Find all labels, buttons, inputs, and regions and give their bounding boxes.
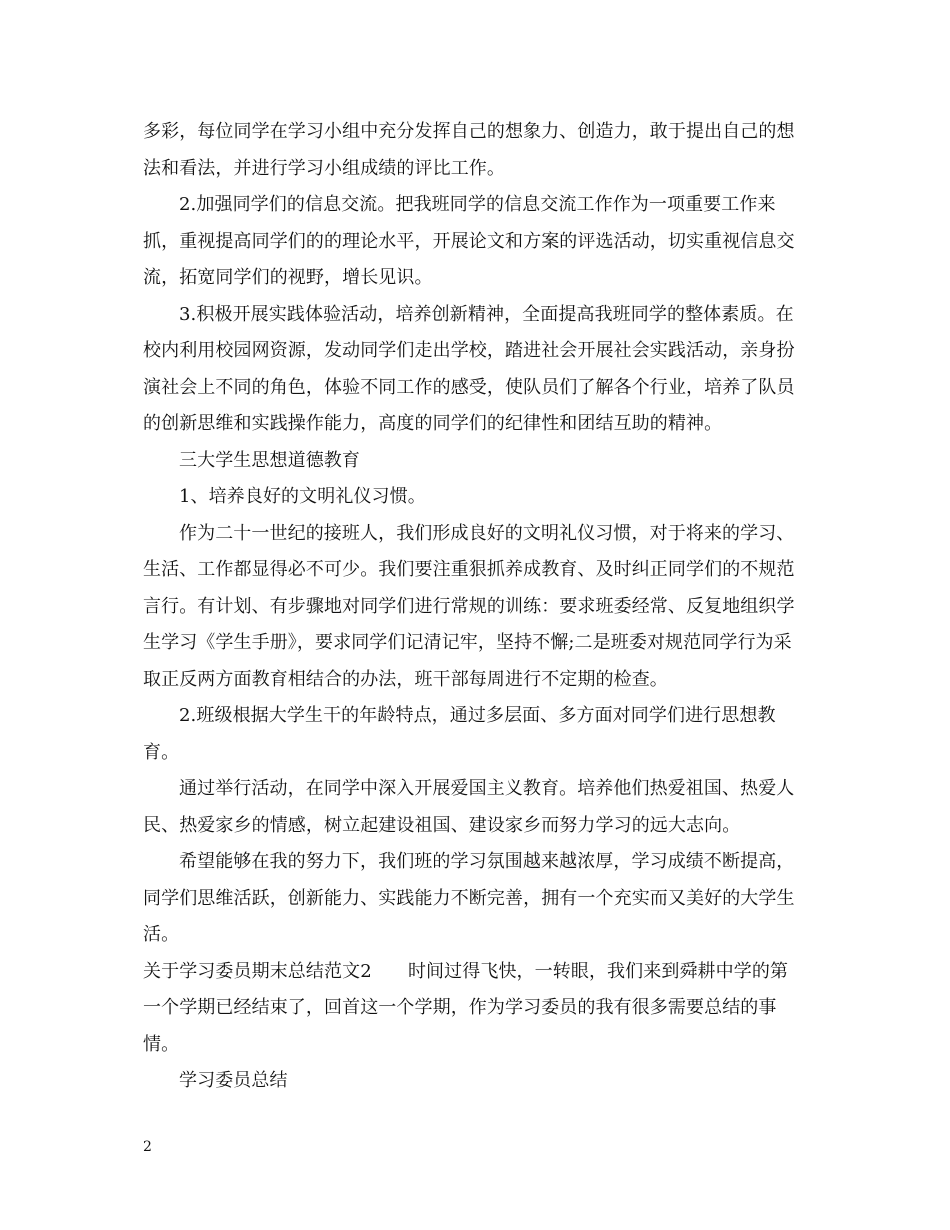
paragraph: 2.班级根据大学生干的年龄特点，通过多层面、多方面对同学们进行思想教育。 (143, 705, 776, 763)
paragraph: 2.加强同学们的信息交流。把我班同学的信息交流工作作为一项重要工作来抓，重视提高同学们的的理论水平，开展论文和方案的评选活动，切实重视信息交流，拓宽同学们的视野，增长见识。 (143, 194, 795, 288)
paragraph: 作为二十一世纪的接班人，我们形成良好的文明礼仪习惯，对于将来的学习、生活、工作都显得必不可少。我们要注重狠抓养成教育、及时纠正同学们的不规范言行。有计划、有步骤地对同学们进行常规的训练：要求班委经常、反复地组织学生学习《学生手册》，要求同学们记清记牢，坚持不懈;二是班委对规范同学行为采取正反两方面教育相结合的办法，班干部每周进行不定期的检查。 (143, 522, 795, 690)
article-title-paragraph: 关于学习委员期末总结范文2 时间过得飞快，一转眼，我们来到舜耕中学的第一个学期已经结束了，回首这一个学期，作为学习委员的我有很多需要总结的事情。 (143, 960, 789, 1055)
section-heading: 三大学生思想道德教育 (179, 449, 360, 471)
paragraph: 多彩，每位同学在学习小组中充分发挥自己的想象力、创造力，敢于提出自己的想法和看法，并进行学习小组成绩的评比工作。 (143, 121, 795, 179)
paragraph: 希望能够在我的努力下，我们班的学习氛围越来越浓厚，学习成绩不断提高，同学们思维活跃，创新能力、实践能力不断完善，拥有一个充实而又美好的大学生活。 (143, 851, 795, 945)
paragraph: 3.积极开展实践体验活动，培养创新精神，全面提高我班同学的整体素质。在校内利用校园网资源，发动同学们走出学校，踏进社会开展社会实践活动，亲身扮演社会上不同的角色，体验不同工作的感受，使队员们了解各个行业，培养了队员的创新思维和实践操作能力，高度的同学们的纪律性和团结互助的精神。 (143, 303, 795, 434)
section-heading: 学习委员总结 (179, 1070, 288, 1091)
page-number: 2 (143, 1139, 152, 1155)
paragraph: 通过举行活动，在同学中深入开展爱国主义教育。培养他们热爱祖国、热爱人民、热爱家乡的情感，树立起建设祖国、建设家乡而努力学习的远大志向。 (143, 778, 795, 836)
subsection-heading: 1、培养良好的文明礼仪习惯。 (179, 486, 426, 507)
document-body (143, 114, 803, 1100)
